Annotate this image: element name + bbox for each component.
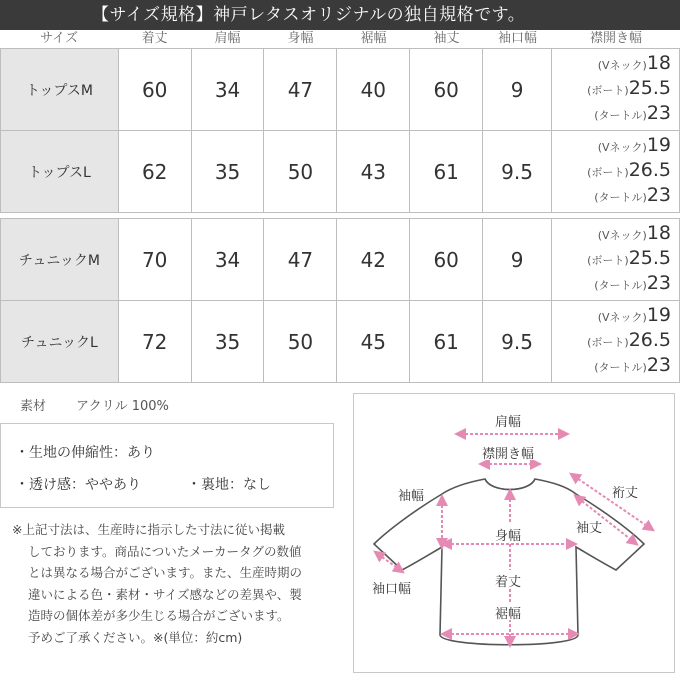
cell-cuff-width: 9: [483, 219, 552, 301]
note-line: 造時の個体差が多少生じる場合がございます。: [28, 608, 290, 623]
neck-value: 23: [646, 272, 671, 294]
label-neck-width: 襟開き幅: [482, 447, 535, 462]
cell-shoulder: 35: [191, 131, 264, 213]
label-cuff-width: 袖口幅: [372, 582, 412, 597]
neck-type-label: (タートル): [594, 361, 647, 374]
cell-hem-width: 42: [337, 219, 410, 301]
row-label: チュニックL: [1, 301, 119, 383]
measurement-diagram: [353, 393, 675, 673]
neck-value: 18: [646, 222, 671, 244]
label-body-width: 身幅: [495, 529, 522, 544]
neck-value: 23: [646, 184, 671, 206]
cell-length: 70: [118, 219, 191, 301]
label-hem-width: 裾幅: [495, 607, 522, 622]
label-sleeve-length: 袖丈: [576, 521, 603, 536]
cell-neck-width: [552, 49, 680, 131]
note-line: しております。商品についたメーカータグの数値: [28, 543, 302, 559]
header-shoulder: 肩幅: [214, 31, 241, 46]
cell-body-width: 50: [264, 301, 337, 383]
row-label: トップスL: [1, 131, 119, 213]
cell-body-width: 47: [264, 219, 337, 301]
header-length: 着丈: [141, 31, 168, 46]
cell-length: 60: [118, 49, 191, 131]
size-banner: 【サイズ規格】神戸レタスオリジナルの独自規格です。: [0, 0, 680, 30]
cell-shoulder: 34: [191, 219, 264, 301]
neck-value: 26.5: [628, 329, 671, 351]
cell-hem-width: 45: [337, 301, 410, 383]
neck-type-label: (Vネック): [597, 229, 647, 242]
neck-type-label: (ボート): [587, 254, 629, 267]
label-sleeve-length-outer: 裄丈: [612, 486, 639, 501]
neck-type-label: (Vネック): [597, 59, 647, 72]
cell-shoulder: 34: [191, 49, 264, 131]
cell-sleeve-length: 60: [410, 49, 483, 131]
neck-type-label: (Vネック): [597, 311, 647, 324]
note-line: 違いによる色・素材・サイズ感などの差異や、製: [28, 586, 302, 602]
lining-info: ・裏地：なし: [187, 477, 271, 493]
fabric-info-box: [0, 423, 334, 508]
cell-body-width: 50: [264, 131, 337, 213]
disclaimer-note: [12, 519, 342, 648]
header-hem-width: 裾幅: [360, 31, 387, 46]
cell-sleeve-length: 61: [410, 301, 483, 383]
neck-type-label: (ボート): [587, 166, 629, 179]
neck-value: 25.5: [628, 247, 671, 269]
material-value: アクリル 100%: [76, 399, 169, 414]
size-table: [0, 48, 680, 383]
neck-value: 23: [646, 102, 671, 124]
cell-length: 62: [118, 131, 191, 213]
table-row: [1, 49, 680, 131]
table-row: [1, 301, 680, 383]
cell-cuff-width: 9: [483, 49, 552, 131]
cell-sleeve-length: 61: [410, 131, 483, 213]
neck-type-label: (タートル): [594, 191, 647, 204]
header-size: サイズ: [40, 31, 78, 46]
cell-neck-width: [552, 131, 680, 213]
cell-length: 72: [118, 301, 191, 383]
row-label: トップスM: [1, 49, 119, 131]
header-neck-width: 襟開き幅: [589, 31, 642, 46]
header-cuff-width: 袖口幅: [497, 31, 537, 46]
material-label: 素材: [20, 399, 47, 414]
cell-neck-width: [552, 219, 680, 301]
cell-neck-width: [552, 301, 680, 383]
sheer-info: ・透け感：ややあり: [15, 477, 141, 493]
cell-shoulder: 35: [191, 301, 264, 383]
note-line: とは異なる場合がございます。また、生産時期の: [28, 565, 303, 580]
cell-body-width: 47: [264, 49, 337, 131]
neck-value: 18: [646, 52, 671, 74]
neck-value: 19: [646, 134, 671, 156]
row-label: チュニックM: [1, 219, 119, 301]
cell-cuff-width: 9.5: [483, 301, 552, 383]
header-sleeve-length: 袖丈: [433, 31, 460, 46]
table-row: [1, 219, 680, 301]
neck-type-label: (タートル): [594, 279, 647, 292]
neck-type-label: (ボート): [587, 336, 629, 349]
cell-hem-width: 40: [337, 49, 410, 131]
neck-type-label: (タートル): [594, 109, 647, 122]
neck-value: 25.5: [628, 77, 671, 99]
material-line: [20, 395, 169, 414]
label-shoulder: 肩幅: [495, 415, 522, 430]
neck-type-label: (Vネック): [597, 141, 647, 154]
neck-type-label: (ボート): [587, 84, 629, 97]
label-sleeve-width: 袖幅: [398, 489, 425, 504]
neck-value: 23: [646, 354, 671, 376]
table-row: [1, 131, 680, 213]
note-line: 予めご了承ください。※(単位：約cm): [28, 629, 243, 645]
cell-sleeve-length: 60: [410, 219, 483, 301]
stretch-info: ・生地の伸縮性：あり: [15, 445, 155, 461]
label-length: 着丈: [495, 575, 522, 590]
neck-value: 26.5: [628, 159, 671, 181]
neck-value: 19: [646, 304, 671, 326]
cell-hem-width: 43: [337, 131, 410, 213]
note-line: ※上記寸法は、生産時に指示した寸法に従い掲載: [12, 522, 285, 537]
header-body-width: 身幅: [287, 31, 314, 46]
cell-cuff-width: 9.5: [483, 131, 552, 213]
